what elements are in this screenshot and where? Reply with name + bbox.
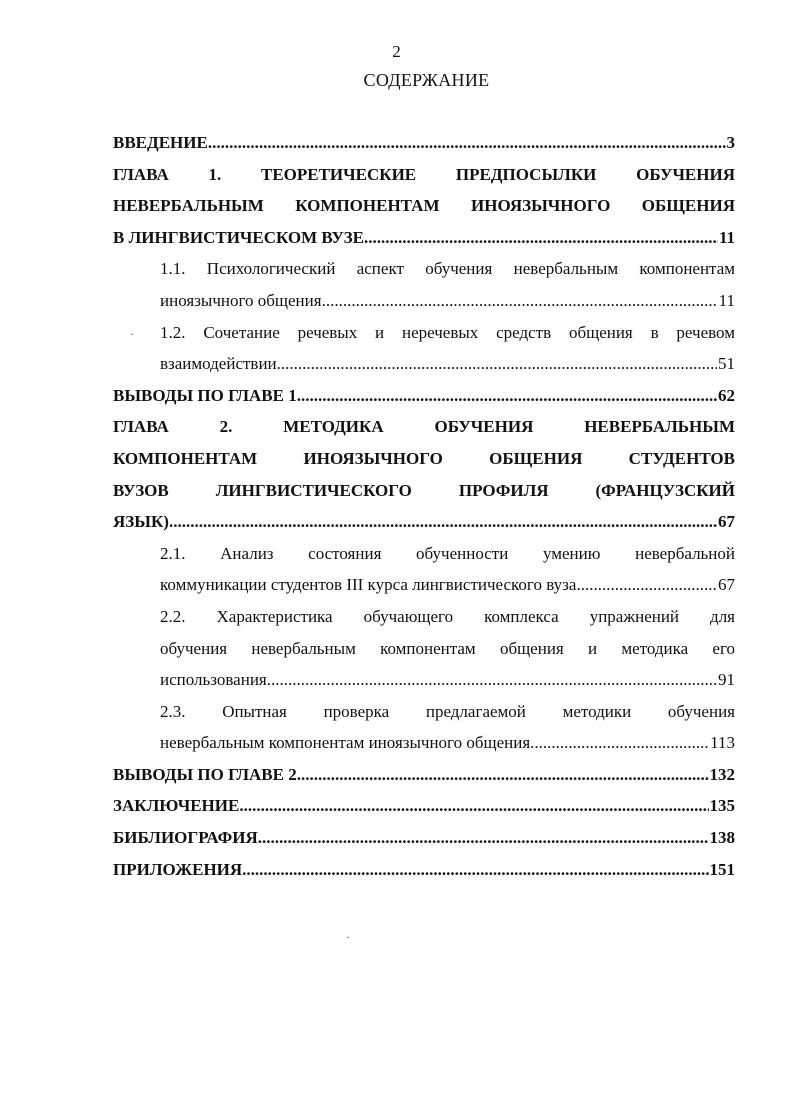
toc-entry-page: 135 bbox=[709, 796, 735, 816]
toc-entry-label: ВЫВОДЫ ПО ГЛАВЕ 2 bbox=[113, 764, 297, 784]
dot-leader bbox=[169, 506, 717, 538]
dot-leader bbox=[297, 759, 709, 791]
toc-entry-section-2-3[interactable] bbox=[113, 696, 735, 759]
toc-entry-page: 67 bbox=[718, 512, 735, 532]
toc-entry-page: 51 bbox=[718, 354, 735, 374]
page-number: 2 bbox=[392, 42, 401, 61]
toc-entry-page: 67 bbox=[718, 575, 735, 595]
toc-entry-text: использования bbox=[160, 670, 267, 690]
dot-leader bbox=[530, 727, 709, 759]
dot-leader bbox=[208, 127, 726, 159]
toc-entry-conclusion[interactable] bbox=[113, 790, 735, 822]
toc-entry-page: 138 bbox=[709, 828, 735, 848]
toc-entry-text: В ЛИНГВИСТИЧЕСКОМ ВУЗЕ bbox=[113, 227, 364, 247]
dot-leader bbox=[239, 790, 708, 822]
toc-entry-text: коммуникации студентов III курса лингвистического вуза bbox=[160, 575, 577, 595]
dot-leader bbox=[242, 854, 708, 886]
toc-entry-section-1-2[interactable] bbox=[113, 317, 735, 380]
toc-entry-text: ГЛАВА 1. ТЕОРЕТИЧЕСКИЕ ПРЕДПОСЫЛКИ ОБУЧЕНИЯ bbox=[113, 164, 735, 184]
scan-speck: · bbox=[130, 327, 134, 341]
table-of-contents bbox=[113, 127, 735, 885]
toc-entry-section-2-2[interactable] bbox=[113, 601, 735, 696]
toc-entry-text: 2.3. Опытная проверка предлагаемой методики обучения bbox=[160, 701, 735, 721]
page-title: СОДЕРЖАНИЕ bbox=[363, 70, 490, 90]
toc-entry-page: 91 bbox=[718, 670, 735, 690]
toc-entry-label: ПРИЛОЖЕНИЯ bbox=[113, 859, 243, 879]
dot-leader bbox=[267, 664, 717, 696]
toc-entry-page: 113 bbox=[710, 733, 735, 753]
toc-entry-label: ЗАКЛЮЧЕНИЕ bbox=[113, 796, 240, 816]
toc-entry-page: 11 bbox=[718, 290, 735, 310]
toc-entry-intro[interactable] bbox=[113, 127, 735, 159]
dot-leader bbox=[576, 569, 717, 601]
toc-entry-chapter-2[interactable] bbox=[113, 411, 735, 537]
dot-leader bbox=[297, 380, 717, 412]
toc-entry-section-1-1[interactable] bbox=[113, 253, 735, 316]
toc-entry-text: ВУЗОВ ЛИНГВИСТИЧЕСКОГО ПРОФИЛЯ (ФРАНЦУЗСКИЙ bbox=[113, 480, 735, 500]
toc-entry-text: взаимодействии bbox=[160, 354, 277, 374]
dot-leader bbox=[277, 348, 717, 380]
dot-leader bbox=[258, 822, 709, 854]
toc-entry-text: обучения невербальным компонентам общения и методика его bbox=[160, 638, 735, 658]
toc-entry-text: невербальным компонентам иноязычного общения bbox=[160, 733, 531, 753]
toc-entry-text: НЕВЕРБАЛЬНЫМ КОМПОНЕНТАМ ИНОЯЗЫЧНОГО ОБЩЕНИЯ bbox=[113, 196, 735, 216]
toc-entry-page: 132 bbox=[709, 764, 735, 784]
scan-speck: · bbox=[346, 930, 350, 944]
toc-entry-chapter-1[interactable] bbox=[113, 159, 735, 254]
toc-entry-text: КОМПОНЕНТАМ ИНОЯЗЫЧНОГО ОБЩЕНИЯ СТУДЕНТОВ bbox=[113, 448, 735, 468]
toc-entry-page: 11 bbox=[718, 227, 735, 247]
toc-entry-label: ВЫВОДЫ ПО ГЛАВЕ 1 bbox=[113, 385, 297, 405]
toc-entry-text: 2.1. Анализ состояния обученности умению невербальной bbox=[160, 543, 735, 563]
toc-entry-section-2-1[interactable] bbox=[113, 538, 735, 601]
toc-entry-page: 62 bbox=[718, 385, 735, 405]
dot-leader bbox=[322, 285, 718, 317]
toc-entry-appendices[interactable] bbox=[113, 854, 735, 886]
toc-entry-page: 151 bbox=[709, 859, 735, 879]
dot-leader bbox=[364, 222, 718, 254]
toc-entry-page: 3 bbox=[726, 133, 735, 152]
toc-entry-text: 2.2. Характеристика обучающего комплекса упражнений для bbox=[160, 606, 735, 626]
toc-entry-label: БИБЛИОГРАФИЯ bbox=[113, 828, 258, 848]
toc-entry-text: ЯЗЫК) bbox=[113, 512, 169, 532]
toc-entry-conclusions-2[interactable] bbox=[113, 759, 735, 791]
toc-entry-text: 1.2. Сочетание речевых и неречевых средств общения в речевом bbox=[160, 322, 735, 342]
toc-entry-text: ГЛАВА 2. МЕТОДИКА ОБУЧЕНИЯ НЕВЕРБАЛЬНЫМ bbox=[113, 417, 735, 437]
toc-entry-label: ВВЕДЕНИЕ bbox=[113, 133, 208, 152]
toc-entry-conclusions-1[interactable] bbox=[113, 380, 735, 412]
toc-entry-text: иноязычного общения bbox=[160, 290, 322, 310]
toc-entry-text: 1.1. Психологический аспект обучения невербальным компонентам bbox=[160, 259, 735, 279]
toc-entry-bibliography[interactable] bbox=[113, 822, 735, 854]
